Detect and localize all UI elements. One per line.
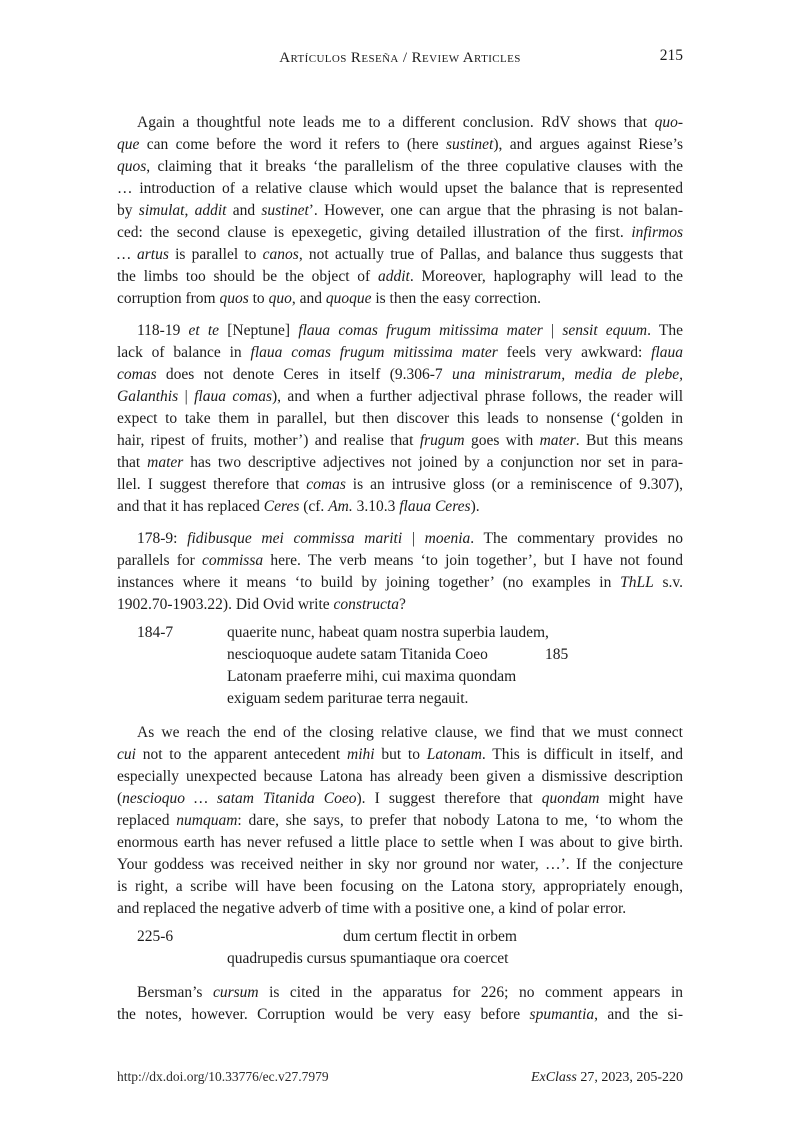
paragraph bbox=[117, 528, 683, 616]
text-line: the limbs too should be the object of addit. Moreover, haplography will lead to the bbox=[117, 268, 683, 285]
verse-line: dum certum flectit in orbem bbox=[343, 928, 517, 945]
verse-line: Latonam praeferre mihi, cui maxima quondam bbox=[227, 668, 517, 685]
text-line: enormous earth has never refused a little place to settle when I was about to give birth. bbox=[117, 834, 683, 851]
text-line: hair, ripest of fruits, mother’) and realise that frugum goes with mater. But this means bbox=[117, 432, 684, 449]
text-line: … artus is parallel to canos, not actually true of Pallas, and balance thus suggests that bbox=[117, 246, 683, 263]
text-line: 1902.70-1903.22). Did Ovid write constructa? bbox=[117, 596, 406, 613]
text-line: … introduction of a relative clause which would upset the balance that is represented bbox=[117, 180, 683, 197]
text-line: instances where it means ‘to build by joining together’ (no examples in ThLL s.v. bbox=[117, 574, 684, 591]
text-line: and that it has replaced Ceres (cf. Am. 3.10.3 flaua Ceres). bbox=[117, 498, 480, 515]
text-line: especially unexpected because Latona has already been given a dismissive description bbox=[117, 768, 683, 785]
text-line: quos, claiming that it breaks ‘the parallelism of the three copulative clauses with the bbox=[117, 158, 683, 175]
doi-text: http://dx.doi.org/10.33776/ec.v27.7979 bbox=[117, 1069, 329, 1084]
text-line: cui not to the apparent antecedent mihi but to Latonam. This is difficult in itself, and bbox=[117, 746, 683, 763]
text-line: and replaced the negative adverb of time with a positive one, a kind of polar error. bbox=[117, 900, 627, 917]
text-line: the notes, however. Corruption would be very easy before spumantia, and the si- bbox=[117, 1006, 683, 1023]
text-line: by simulat, addit and sustinet’. However, one can argue that the phrasing is not balan- bbox=[117, 202, 684, 219]
text-line: that mater has two descriptive adjectives not joined by a conjunction nor set in para- bbox=[117, 454, 683, 471]
verse-quote bbox=[117, 622, 683, 710]
text-line: replaced numquam: dare, she says, to prefer that nobody Latona to me, ‘to whom the bbox=[117, 812, 683, 829]
text-line: Bersman’s cursum is cited in the apparatus for 226; no comment appears in bbox=[137, 984, 684, 1001]
verse-line: quadrupedis cursus spumantiaque ora coercet bbox=[227, 950, 509, 967]
text-line: 118-19 et te [Neptune] flaua comas frugum mitissima mater | sensit equum. The bbox=[137, 322, 683, 339]
text-line: is right, a scribe will have been focusing on the Latona story, appropriately enough, bbox=[117, 878, 683, 895]
paragraph bbox=[117, 320, 683, 518]
verse-range-label: 184-7 bbox=[137, 624, 174, 641]
text-line: parallels for commissa here. The verb means ‘to join together’, but I have not found bbox=[117, 552, 683, 569]
paragraph bbox=[117, 982, 683, 1026]
text-line: As we reach the end of the closing relative clause, we find that we must connect bbox=[137, 724, 683, 741]
verse-line: quaerite nunc, habeat quam nostra superbia laudem, bbox=[227, 624, 549, 641]
text-line: llel. I suggest therefore that comas is an intrusive gloss (or a reminiscence of 9.307), bbox=[117, 476, 683, 493]
text-line: Again a thoughtful note leads me to a different conclusion. RdV shows that quo- bbox=[137, 114, 683, 131]
text-line: Your goddess was received neither in sky nor ground nor water, …’. If the conjecture bbox=[117, 856, 683, 873]
running-head: Artículos Reseña / Review Articles bbox=[279, 50, 521, 66]
paragraph bbox=[117, 722, 683, 920]
text-line: comas does not denote Ceres in itself (9.306-7 una ministrarum, media de plebe, bbox=[117, 366, 683, 383]
page-header bbox=[117, 47, 683, 69]
page-number: 215 bbox=[659, 47, 683, 64]
text-line: corruption from quos to quo, and quoque is then the easy correction. bbox=[117, 290, 542, 307]
verse-line: exiguam sedem pariturae terra negauit. bbox=[227, 690, 469, 707]
text-line: lack of balance in flaua comas frugum mitissima mater feels very awkward: flaua bbox=[117, 344, 684, 361]
journal-citation: ExClass 27, 2023, 205-220 bbox=[530, 1070, 683, 1085]
text-line: que can come before the word it refers to (here sustinet), and argues against Riese’s bbox=[117, 136, 683, 153]
verse-range-label: 225-6 bbox=[137, 928, 174, 945]
page-footer bbox=[117, 1066, 683, 1089]
verse-line-number: 185 bbox=[545, 646, 569, 663]
text-line: (nescioquo … satam Titanida Coeo). I suggest therefore that quondam might have bbox=[117, 790, 683, 807]
text-line: ced: the second clause is epexegetic, giving detailed illustration of the first. infirmos bbox=[117, 224, 683, 241]
text-line: Galanthis | flaua comas), and when a further adjectival phrase follows, the reader will bbox=[117, 388, 684, 405]
verse-line: nescioquoque audete satam Titanida Coeo 185 bbox=[227, 644, 683, 666]
text-line: 178-9: fidibusque mei commissa mariti | moenia. The commentary provides no bbox=[137, 530, 684, 547]
verse-quote bbox=[117, 926, 683, 970]
page-body bbox=[117, 112, 683, 1026]
text-line: expect to take them in parallel, but then discover this leads to nonsense (‘golden in bbox=[117, 410, 683, 427]
paragraph bbox=[117, 112, 683, 310]
